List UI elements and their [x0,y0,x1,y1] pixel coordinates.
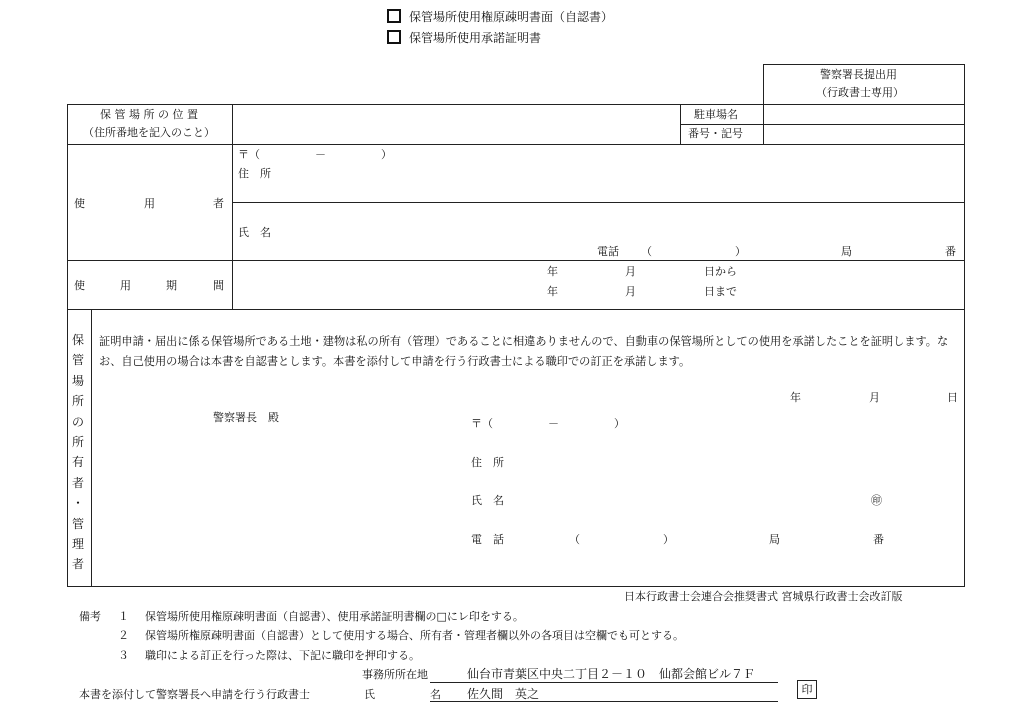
checkbox-shodaku[interactable] [387,30,401,44]
owner-date-month: 月 [869,391,880,404]
note-3-num: ３ [118,649,129,662]
user-postal: 〒（ － ） [238,148,392,161]
owner-phone-label: 電 話 [471,533,504,546]
user-label-1: 使 [74,197,85,210]
owner-date-year: 年 [790,391,801,404]
owner-vertical-label: 保 管 場 所 の 所 有 者 ・ 管 理 者 [71,333,84,572]
scrivener-name-label-2: 名 [430,688,441,701]
scrivener-label: 本書を添付して警察署長へ申請を行う行政書士 [79,688,310,701]
owner-seal-mark: ㊞ [871,494,882,507]
scrivener-name-label-1: 氏 [364,688,375,701]
parking-number-input[interactable] [765,125,963,143]
note-1-num: １ [118,610,129,623]
number-label: 番号・記号 [688,127,743,140]
location-label-line1: 保 管 場 所 の 位 置 [100,108,198,121]
addressee: 警察署長 殿 [213,411,279,424]
user-label-3: 者 [213,197,224,210]
owner-postal: 〒（ － ） [471,417,625,430]
period-label-3: 期 [166,279,177,292]
office-label: 事務所所在地 [362,668,428,681]
parking-name-input[interactable] [765,105,963,123]
period-to-day: 日まで [704,285,737,298]
period-to-month: 月 [625,285,636,298]
period-label-1: 使 [74,279,85,292]
note-2: 保管場所権原疎明書面（自認書）として使用する場合、所有者・管理者欄以外の各項目は空欄でも可とする。 [145,629,684,642]
owner-date-day: 日 [947,391,958,404]
user-phone-open: （ [641,245,652,258]
user-phone-close: ） [735,245,746,258]
owner-phone-open: （ [569,533,580,546]
owner-address-label: 住 所 [471,456,504,469]
scrivener-name: 佐久間 英之 [467,687,540,701]
notes-label: 備考 [79,610,101,623]
police-box-line2: （行政書士専用） [816,86,904,99]
form-credit: 日本行政書士会連合会推奨書式 宮城県行政書士会改訂版 [624,590,903,603]
owner-phone-kyoku: 局 [769,533,780,546]
option-jininsho-label: 保管場所使用権原疎明書面（自認書） [409,10,614,24]
option-shodaku-label: 保管場所使用承諾証明書 [409,31,542,45]
checkbox-jininsho[interactable] [387,9,401,23]
scrivener-seal-box: 印 [797,680,817,699]
period-from-day: 日から [704,265,737,278]
note-3: 職印による訂正を行った際は、下記に職印を押印する。 [145,649,420,662]
period-label-2: 用 [120,279,131,292]
owner-phone-ban: 番 [873,533,884,546]
location-label-line2: （住所番地を記入のこと） [83,126,215,139]
note-1: 保管場所使用権原疎明書面（自認書）、使用承諾証明書欄の□にレ印をする。 [145,610,524,623]
owner-statement: 証明申請・届出に係る保管場所である土地・建物は私の所有（管理）であることに相違ありませんので、自動車の保管場所としての使用を承諾したことを証明します。なお、自己使用の場合は本書を自認書とします。本書を添付して申請を行う行政書士による職印での訂正を承諾します。 [99,335,949,368]
user-phone-kyoku: 局 [841,245,852,258]
period-to-year: 年 [547,285,558,298]
user-address-label: 住 所 [238,167,271,180]
office-address: 仙台市青葉区中央二丁目２－１０ 仙都会館ビル７Ｆ [467,667,756,681]
period-label-4: 間 [213,279,224,292]
owner-phone-close: ） [663,533,674,546]
location-input[interactable] [234,105,679,143]
parking-name-label: 駐車場名 [694,108,738,121]
user-phone-label: 電話 [597,245,619,258]
period-from-month: 月 [625,265,636,278]
owner-name-label: 氏 名 [471,494,504,507]
note-2-num: ２ [118,629,129,642]
period-from-year: 年 [547,265,558,278]
user-phone-ban: 番 [945,245,956,258]
user-label-2: 用 [144,197,155,210]
police-box-line1: 警察署長提出用 [820,68,897,81]
user-name-label: 氏 名 [238,226,271,239]
